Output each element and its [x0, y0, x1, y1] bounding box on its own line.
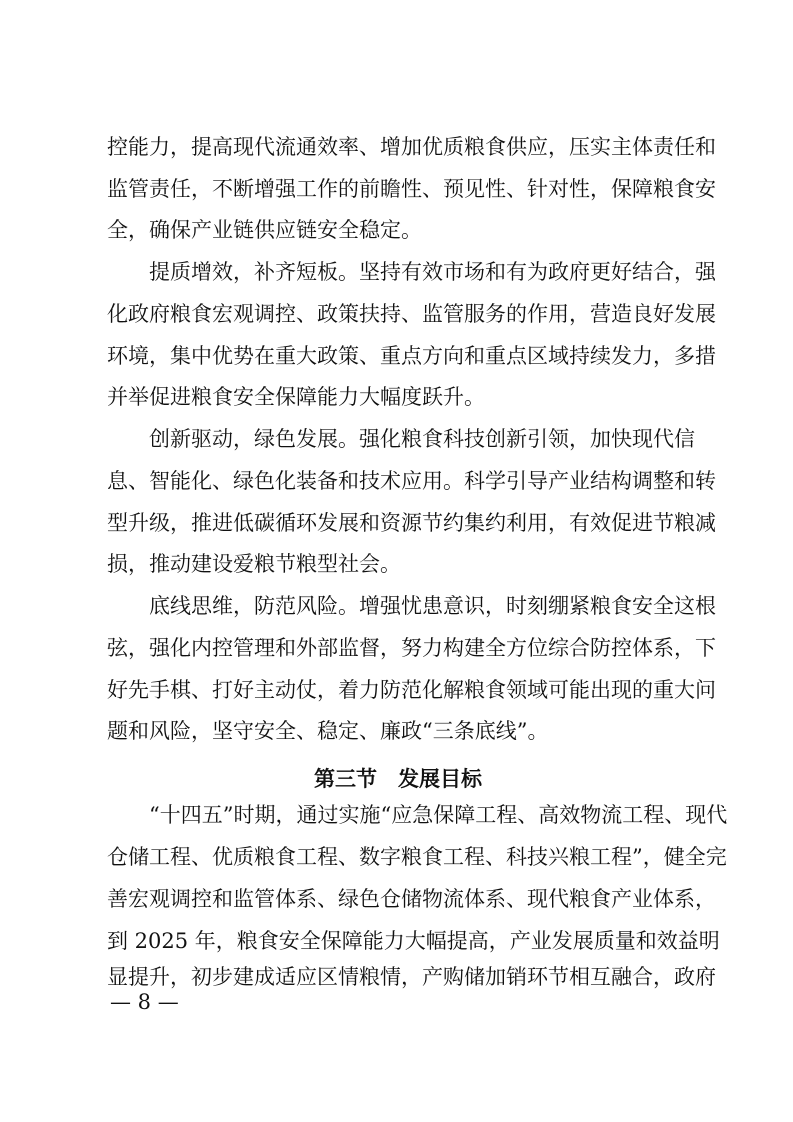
paragraph-2-line-4: 并举促进粮食安全保障能力大幅度跃升。 — [107, 385, 485, 409]
paragraph-1-line-3: 全，确保产业链供应链安全稳定。 — [107, 218, 422, 242]
paragraph-3-line-4: 损，推动建设爱粮节粮型社会。 — [107, 552, 401, 576]
page-number: — 8 — — [110, 990, 179, 1014]
final-paragraph-line-5: 显提升，初步建成适应区情粮情，产购储加销环节相互融合，政府 — [107, 965, 716, 989]
paragraph-4-line-1: 底线思维，防范风险。增强忧患意识，时刻绷紧粮食安全这根 — [149, 594, 716, 618]
section-heading: 第三节 发展目标 — [314, 766, 482, 791]
paragraph-2-line-1: 提质增效，补齐短板。坚持有效市场和有为政府更好结合，强 — [149, 260, 716, 284]
paragraph-3-line-3: 型升级，推进低碳循环发展和资源节约集约利用，有效促进节粮减 — [107, 511, 716, 535]
paragraph-3-line-1: 创新驱动，绿色发展。强化粮食科技创新引领，加快现代信 — [149, 427, 695, 451]
paragraph-3-line-2: 息、智能化、绿色化装备和技术应用。科学引导产业结构调整和转 — [107, 469, 716, 493]
final-paragraph-line-3: 善宏观调控和监管体系、绿色仓储物流体系、现代粮食产业体系， — [107, 887, 716, 911]
paragraph-4-line-3: 好先手棋、打好主动仗，着力防范化解粮食领域可能出现的重大问 — [107, 678, 716, 702]
paragraph-1-line-2: 监管责任，不断增强工作的前瞻性、预见性、针对性，保障粮食安 — [107, 177, 716, 201]
paragraph-4-line-2: 弦，强化内控管理和外部监督，努力构建全方位综合防控体系，下 — [107, 636, 716, 660]
final-paragraph-line-2: 仓储工程、优质粮食工程、数字粮食工程、科技兴粮工程”，健全完 — [107, 845, 727, 869]
paragraph-2-line-3: 环境，集中优势在重大政策、重点方向和重点区域持续发力，多措 — [107, 344, 716, 368]
final-paragraph-line-4: 到 2025 年，粮食安全保障能力大幅提高，产业发展质量和效益明 — [107, 929, 720, 953]
paragraph-1-line-1: 控能力，提高现代流通效率、增加优质粮食供应，压实主体责任和 — [107, 135, 716, 159]
paragraph-2-line-2: 化政府粮食宏观调控、政策扶持、监管服务的作用，营造良好发展 — [107, 302, 716, 326]
final-paragraph-line-1: “十四五”时期，通过实施“应急保障工程、高效物流工程、现代 — [149, 803, 728, 827]
paragraph-4-line-4: 题和风险，坚守安全、稳定、廉政“三条底线”。 — [107, 719, 549, 743]
